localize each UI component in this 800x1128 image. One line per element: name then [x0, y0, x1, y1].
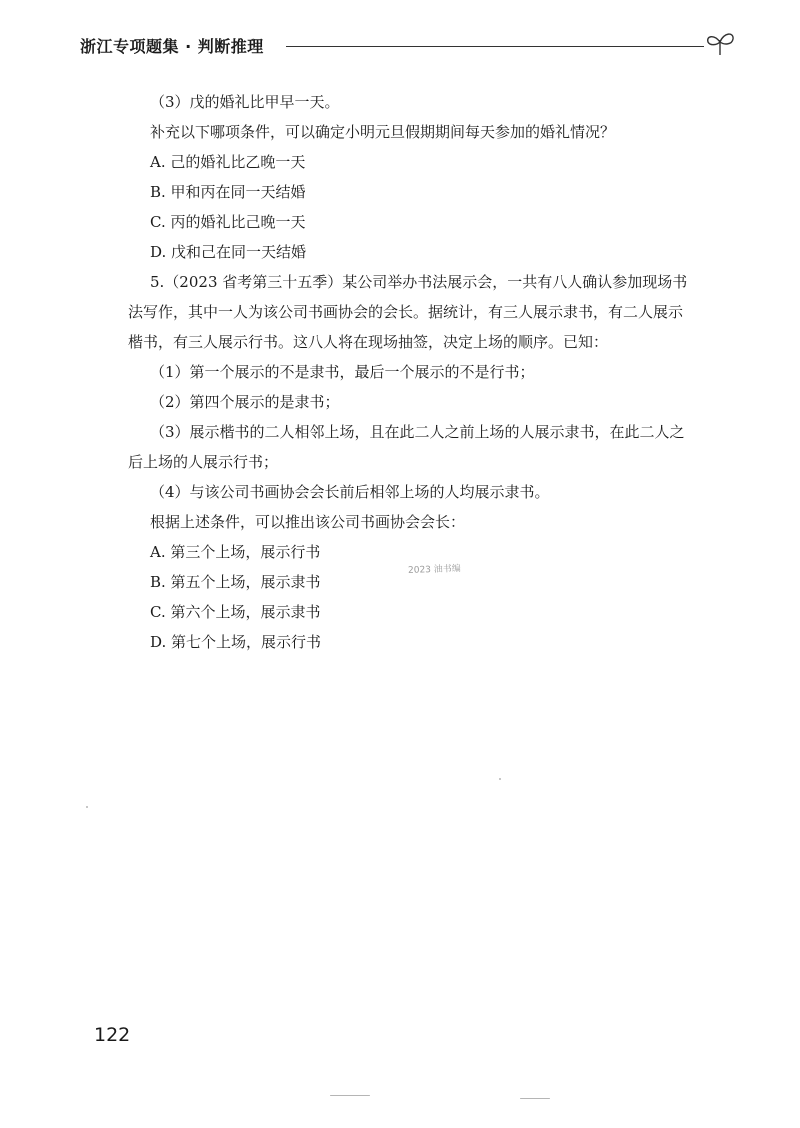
question-5-stem-line: 5.（2023 省考第三十五季）某公司举办书法展示会，一共有八人确认参加现场书 — [150, 273, 688, 291]
running-header — [80, 30, 740, 60]
sprout-icon — [702, 30, 738, 56]
condition-line: （3）展示楷书的二人相邻上场，且在此二人之前上场的人展示隶书，在此二人之 — [150, 423, 685, 441]
condition-line: （4）与该公司书画协会会长前后相邻上场的人均展示隶书。 — [150, 483, 550, 501]
condition-line: （2）第四个展示的是隶书； — [150, 393, 340, 411]
condition-line: （1）第一个展示的不是隶书，最后一个展示的不是行书； — [150, 363, 535, 381]
scan-speck — [520, 1098, 550, 1099]
scan-speck — [499, 778, 501, 780]
option-d: D. 戊和己在同一天结婚 — [150, 243, 307, 261]
question-prompt: 根据上述条件，可以推出该公司书画协会会长： — [150, 513, 466, 531]
option-b: B. 甲和丙在同一天结婚 — [150, 183, 306, 201]
question-5-stem-line: 法写作，其中一人为该公司书画协会的会长。据统计，有三人展示隶书，有二人展示 — [128, 303, 684, 321]
option-a: A. 己的婚礼比乙晚一天 — [150, 153, 306, 171]
header-rule — [286, 46, 704, 47]
condition-line: （3）戊的婚礼比甲早一天。 — [150, 93, 340, 111]
header-title: 浙江专项题集 · 判断推理 — [80, 37, 264, 56]
scan-speck — [330, 1095, 370, 1096]
handwritten-note: 2023 油书编 — [407, 564, 461, 576]
question-5-stem-line: 楷书，有三人展示行书。这八人将在现场抽签，决定上场的顺序。已知： — [128, 333, 609, 351]
option-d: D. 第七个上场，展示行书 — [150, 633, 322, 651]
scan-speck — [86, 806, 88, 808]
condition-line: 后上场的人展示行书； — [128, 453, 279, 471]
question-prompt: 补充以下哪项条件，可以确定小明元旦假期期间每天参加的婚礼情况？ — [150, 123, 616, 141]
option-c: C. 丙的婚礼比己晚一天 — [150, 213, 306, 231]
option-a: A. 第三个上场，展示行书 — [150, 543, 321, 561]
page-number: 122 — [94, 1024, 131, 1046]
option-c: C. 第六个上场，展示隶书 — [150, 603, 321, 621]
option-b: B. 第五个上场，展示隶书 — [150, 573, 321, 591]
